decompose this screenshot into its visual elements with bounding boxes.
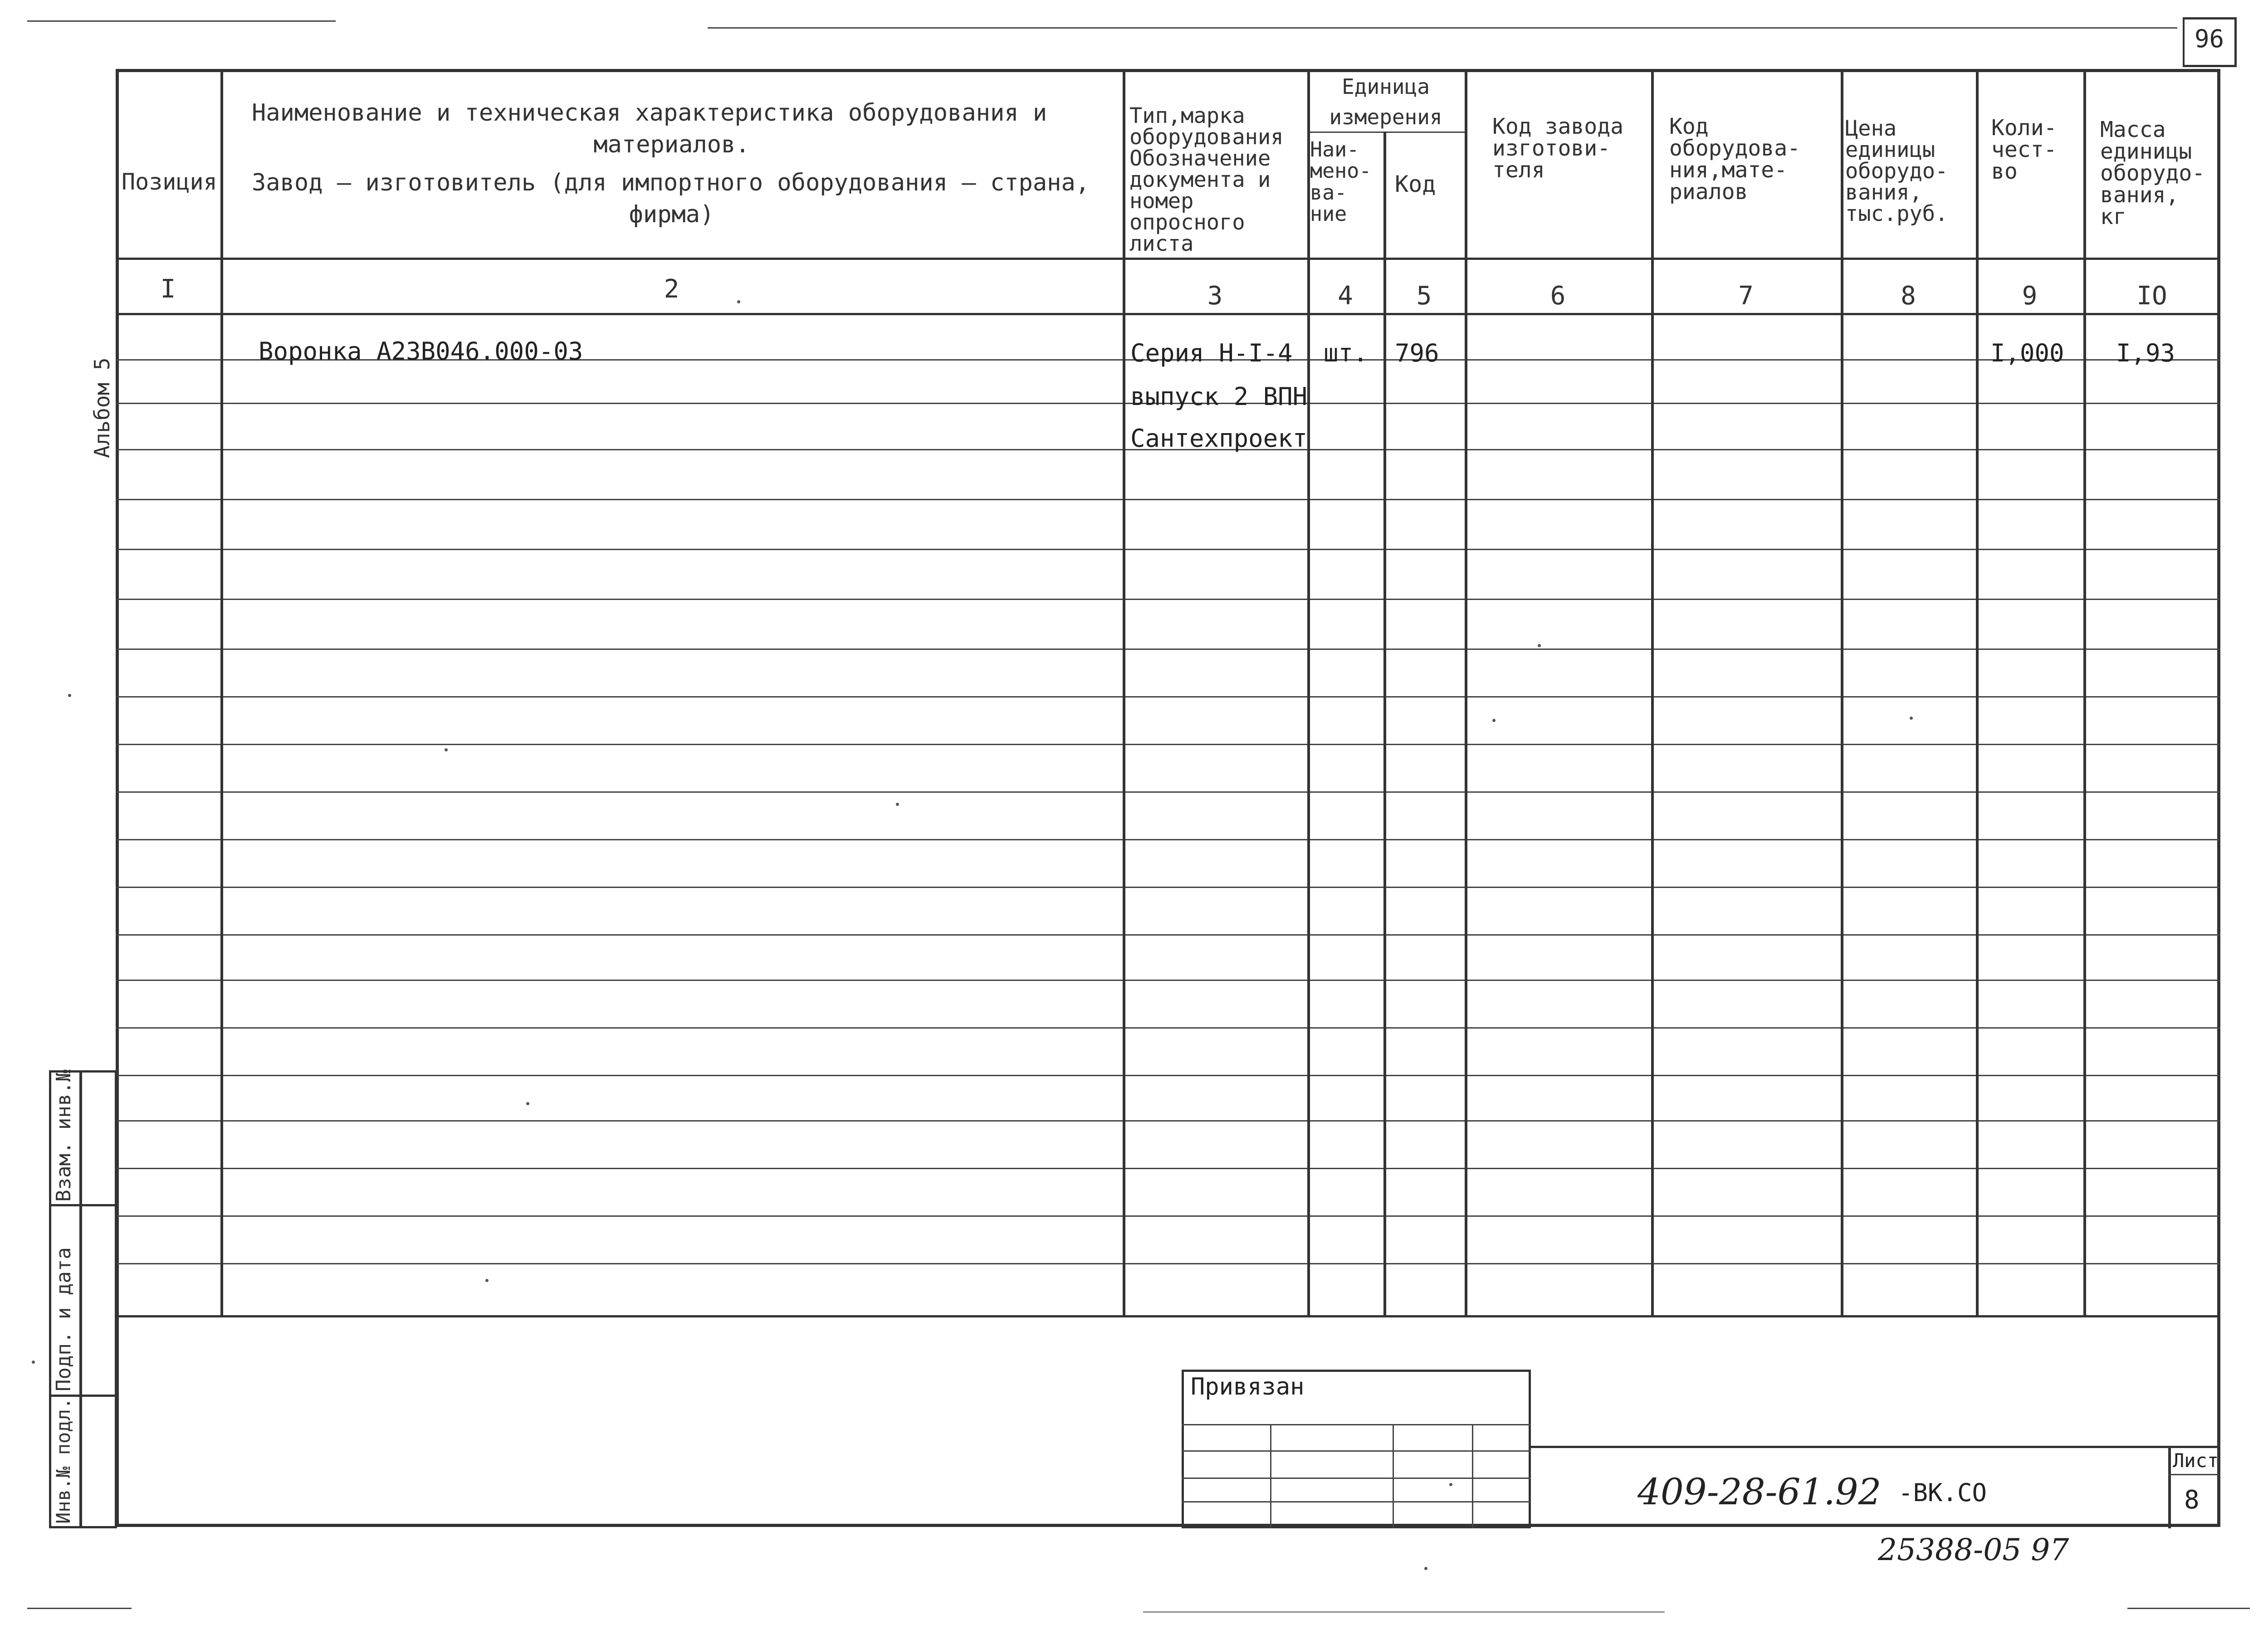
col-number-7: 7 — [1738, 281, 1754, 311]
sheet-box-left — [2168, 1446, 2171, 1528]
row-rule — [116, 1027, 2220, 1029]
header-name-line4: фирма) — [629, 201, 714, 228]
scan-speck — [1492, 719, 1496, 722]
row-rule — [116, 980, 2220, 981]
header-factory-code: Код завода изготови- теля — [1492, 114, 1623, 183]
col-number-10: IO — [2136, 281, 2167, 311]
row-rule — [116, 791, 2220, 793]
attached-col-3 — [1472, 1424, 1473, 1528]
row-rule — [116, 549, 2220, 550]
header-position: Позиция — [122, 169, 217, 195]
sheet-top-number: 96 — [2195, 24, 2224, 53]
header-quantity: Коли- чест- во — [1991, 115, 2057, 184]
row-rule — [116, 887, 2220, 888]
album-label: Альбом 5 — [90, 357, 114, 458]
bottom-number: 25388-05 97 — [1878, 1532, 2069, 1567]
scan-speck — [1449, 1483, 1452, 1486]
col-number-6: 6 — [1550, 281, 1566, 311]
row-rule — [116, 1263, 2220, 1264]
attached-col-2 — [1393, 1424, 1394, 1528]
stamp-inv-no: Инв.№ подл. — [52, 1397, 74, 1524]
header-name-line2: материалов. — [593, 131, 750, 158]
header-unit-group: Единица измерения — [1329, 74, 1442, 129]
header-mass: Масса единицы оборудо- вания, кг — [2100, 117, 2205, 229]
header-price: Цена единицы оборудо- вания, тыс.руб. — [1845, 116, 1948, 226]
row-rule — [116, 599, 2220, 600]
row-1-unit: шт. — [1324, 339, 1368, 367]
document-code: 409-28-61.92 — [1637, 1471, 1882, 1513]
row-rule — [116, 1075, 2220, 1076]
col-line-6 — [1651, 69, 1654, 1317]
left-stamp-divider-v — [79, 1070, 82, 1528]
scan-speck — [737, 300, 740, 303]
row-1-type: Серия Н-I-4 — [1130, 339, 1293, 367]
scan-speck — [1910, 717, 1913, 720]
bottom-stray-rule-left — [27, 1608, 132, 1609]
col-line-8 — [1976, 69, 1979, 1317]
col-number-8: 8 — [1901, 281, 1916, 311]
col-line-5 — [1465, 69, 1467, 1317]
header-unit-name: Наи- мено- ва- ние — [1310, 137, 1372, 226]
col-number-3: 3 — [1207, 281, 1223, 311]
header-name-line1: Наименование и техническая характеристика оборудования и — [252, 99, 1047, 127]
scan-speck — [1424, 1567, 1427, 1570]
row-1-mass: I,93 — [2116, 339, 2175, 367]
table-bottom-rule — [116, 1315, 2220, 1317]
header-name-line3: Завод – изготовитель (для импортного оборудования – страна, — [252, 169, 1090, 196]
row-rule — [116, 744, 2220, 745]
row-rule — [116, 1215, 2220, 1217]
top-stray-rule — [27, 20, 336, 22]
col-number-9: 9 — [2022, 281, 2038, 311]
attached-row-4 — [1182, 1501, 1531, 1502]
left-stamp-divider-1 — [49, 1204, 117, 1206]
stamp-replaces-inv: Взам. инв.№ — [52, 1069, 75, 1202]
document-suffix: -ВК.СО — [1898, 1478, 1987, 1507]
col-line-1 — [220, 69, 223, 1317]
attached-label: Привязан — [1191, 1373, 1305, 1400]
col-number-5: 5 — [1416, 281, 1432, 311]
row-rule — [116, 934, 2220, 936]
row-1-code: 796 — [1395, 339, 1439, 367]
header-equipment-code: Код оборудова- ния,мате- риалов — [1669, 114, 1800, 205]
col-line-4 — [1383, 132, 1386, 1317]
sheet-top-number-box — [2183, 17, 2237, 67]
header-unit-code: Код — [1395, 171, 1436, 197]
row-rule — [116, 499, 2220, 500]
row-1-name: Воронка А23В046.000-03 — [259, 337, 583, 366]
row-rule — [116, 1120, 2220, 1122]
top-rule — [708, 27, 2177, 29]
scan-speck — [445, 748, 448, 751]
row-rule — [116, 649, 2220, 650]
col-line-9 — [2083, 69, 2086, 1317]
numbers-bottom-rule — [116, 313, 2220, 315]
header-bottom-rule — [116, 258, 2220, 260]
scan-speck — [485, 1279, 489, 1282]
col-number-4: 4 — [1338, 281, 1353, 311]
scan-speck — [896, 803, 899, 806]
col-number-1: I — [160, 274, 176, 304]
bottom-stray-rule-mid — [1143, 1611, 1665, 1613]
sheet-box-divider — [2168, 1474, 2220, 1475]
sheet-label: Лист — [2173, 1449, 2219, 1472]
row-rule — [116, 696, 2220, 697]
code-block-top — [1531, 1446, 2220, 1448]
scan-speck — [68, 694, 71, 697]
scan-speck — [1538, 644, 1541, 647]
row-3-type: Сантехпроект — [1130, 424, 1308, 453]
attached-row-1 — [1182, 1424, 1531, 1425]
attached-col-1 — [1270, 1424, 1271, 1528]
left-stamp-divider-2 — [49, 1395, 117, 1397]
row-1-qty: I,000 — [1990, 339, 2064, 367]
sheet-number: 8 — [2184, 1485, 2200, 1515]
row-rule — [116, 1168, 2220, 1169]
col-line-7 — [1841, 69, 1843, 1317]
row-rule — [116, 839, 2220, 840]
col-line-2 — [1123, 69, 1125, 1317]
col-number-2: 2 — [664, 274, 679, 304]
header-type: Тип,марка оборудования Обозначение документа и номер опросного листа — [1129, 103, 1284, 256]
bottom-stray-rule-right — [2127, 1608, 2250, 1609]
row-2-type: выпуск 2 ВПН — [1130, 382, 1308, 411]
col-line-3 — [1307, 69, 1310, 1317]
stamp-sign-date: Подп. и дата — [52, 1247, 75, 1391]
scan-speck — [32, 1361, 35, 1364]
scan-speck — [526, 1102, 529, 1105]
attached-row-2 — [1182, 1450, 1531, 1452]
attached-row-3 — [1182, 1478, 1531, 1479]
